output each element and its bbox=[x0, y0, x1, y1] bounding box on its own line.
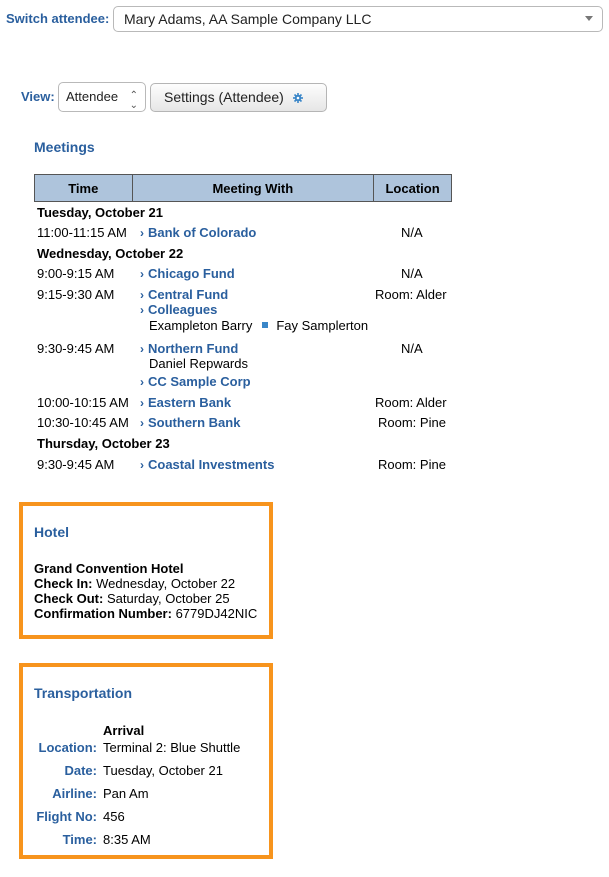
chevron-down-icon bbox=[585, 16, 593, 21]
hotel-confirmation bbox=[34, 606, 257, 621]
chevron-right-icon: › bbox=[140, 288, 144, 302]
meeting-with-name: Central Fund bbox=[148, 287, 229, 302]
settings-button[interactable] bbox=[150, 83, 327, 112]
meeting-with-name: Southern Bank bbox=[148, 415, 241, 430]
meeting-location: Room: Alder bbox=[375, 287, 447, 302]
transport-time-label: Time: bbox=[62, 832, 97, 847]
meeting-time: 11:00-11:15 AM bbox=[37, 225, 127, 240]
meeting-link[interactable] bbox=[140, 415, 240, 430]
meeting-link[interactable] bbox=[140, 287, 228, 302]
meeting-location: Room: Alder bbox=[375, 395, 447, 410]
meeting-location: Room: Pine bbox=[378, 415, 446, 430]
meetings-header-row bbox=[35, 175, 452, 202]
day-heading: Wednesday, October 22 bbox=[37, 246, 184, 261]
view-label: View: bbox=[21, 89, 55, 104]
meeting-link[interactable] bbox=[140, 395, 231, 410]
settings-button-label: Settings (Attendee) bbox=[164, 89, 284, 105]
meeting-link[interactable] bbox=[140, 457, 274, 472]
meeting-location: Room: Pine bbox=[378, 457, 446, 472]
chevron-right-icon: › bbox=[140, 303, 144, 317]
hotel-panel bbox=[19, 502, 273, 639]
meeting-attendees bbox=[149, 318, 368, 333]
chevron-right-icon: › bbox=[140, 342, 144, 356]
chevron-updown-icon: ⌃ ⌄ bbox=[129, 90, 138, 111]
meeting-location: N/A bbox=[401, 341, 423, 356]
switch-attendee-label: Switch attendee: bbox=[6, 11, 110, 26]
day-heading: Thursday, October 23 bbox=[37, 436, 170, 451]
meeting-with-name: Northern Fund bbox=[148, 341, 239, 356]
meeting-link[interactable] bbox=[140, 225, 256, 240]
hotel-checkin bbox=[34, 576, 235, 591]
checkin-value: Wednesday, October 22 bbox=[96, 576, 236, 591]
meeting-time: 9:00-9:15 AM bbox=[37, 266, 115, 281]
transport-date-value: Tuesday, October 21 bbox=[103, 763, 223, 778]
transport-time-value: 8:35 AM bbox=[103, 832, 151, 847]
view-select-value: Attendee bbox=[66, 89, 119, 104]
transport-location-label: Location: bbox=[38, 740, 97, 755]
meeting-location: N/A bbox=[401, 266, 423, 281]
transport-date-label: Date: bbox=[64, 763, 97, 778]
transport-heading: Arrival bbox=[103, 723, 145, 738]
meeting-time: 10:30-10:45 AM bbox=[37, 415, 129, 430]
chevron-right-icon: › bbox=[140, 396, 144, 410]
attendee-name: Exampleton Barry bbox=[149, 318, 253, 333]
meeting-with-name: Colleagues bbox=[148, 302, 218, 317]
meeting-with-name: CC Sample Corp bbox=[148, 374, 251, 389]
checkout-label: Check Out: bbox=[34, 591, 104, 606]
gear-icon bbox=[293, 93, 303, 103]
meeting-link[interactable] bbox=[140, 266, 235, 281]
meeting-link[interactable] bbox=[140, 341, 238, 356]
hotel-checkout bbox=[34, 591, 230, 606]
location-column-header: Location bbox=[374, 175, 452, 202]
chevron-right-icon: › bbox=[140, 226, 144, 240]
meeting-with-column-header: Meeting With bbox=[132, 175, 374, 202]
transport-airline-value: Pan Am bbox=[103, 786, 149, 801]
meeting-with-name: Coastal Investments bbox=[148, 457, 275, 472]
time-column-header: Time bbox=[35, 175, 133, 202]
transportation-title: Transportation bbox=[34, 685, 133, 701]
meeting-time: 9:30-9:45 AM bbox=[37, 457, 115, 472]
confirmation-value: 6779DJ42NIC bbox=[175, 606, 258, 621]
meeting-with-name: Chicago Fund bbox=[148, 266, 235, 281]
meeting-link[interactable] bbox=[140, 302, 217, 317]
view-select[interactable] bbox=[58, 82, 146, 112]
meeting-with-name: Bank of Colorado bbox=[148, 225, 257, 240]
chevron-right-icon: › bbox=[140, 267, 144, 281]
meeting-time: 9:15-9:30 AM bbox=[37, 287, 115, 302]
transport-flight-label: Flight No: bbox=[36, 809, 97, 824]
transportation-panel bbox=[19, 663, 273, 859]
day-heading: Tuesday, October 21 bbox=[37, 205, 163, 220]
meeting-with-name: Eastern Bank bbox=[148, 395, 232, 410]
confirmation-label: Confirmation Number: bbox=[34, 606, 172, 621]
hotel-name: Grand Convention Hotel bbox=[34, 561, 184, 576]
meeting-time: 9:30-9:45 AM bbox=[37, 341, 115, 356]
transport-flight-value: 456 bbox=[103, 809, 125, 824]
chevron-right-icon: › bbox=[140, 416, 144, 430]
meeting-location: N/A bbox=[401, 225, 423, 240]
checkin-label: Check In: bbox=[34, 576, 93, 591]
checkout-value: Saturday, October 25 bbox=[106, 591, 230, 606]
transport-airline-label: Airline: bbox=[52, 786, 97, 801]
chevron-right-icon: › bbox=[140, 458, 144, 472]
switch-attendee-value: Mary Adams, AA Sample Company LLC bbox=[124, 11, 372, 27]
meeting-attendee: Daniel Repwards bbox=[149, 356, 248, 371]
hotel-title: Hotel bbox=[34, 524, 69, 540]
meeting-link[interactable] bbox=[140, 374, 251, 389]
chevron-right-icon: › bbox=[140, 375, 144, 389]
meetings-table bbox=[34, 174, 452, 202]
transport-location-value: Terminal 2: Blue Shuttle bbox=[103, 740, 241, 755]
bullet-square-icon bbox=[262, 322, 268, 328]
meetings-title: Meetings bbox=[34, 139, 95, 155]
attendee-name: Fay Samplerton bbox=[276, 318, 369, 333]
switch-attendee-select[interactable] bbox=[113, 6, 603, 32]
meeting-time: 10:00-10:15 AM bbox=[37, 395, 129, 410]
